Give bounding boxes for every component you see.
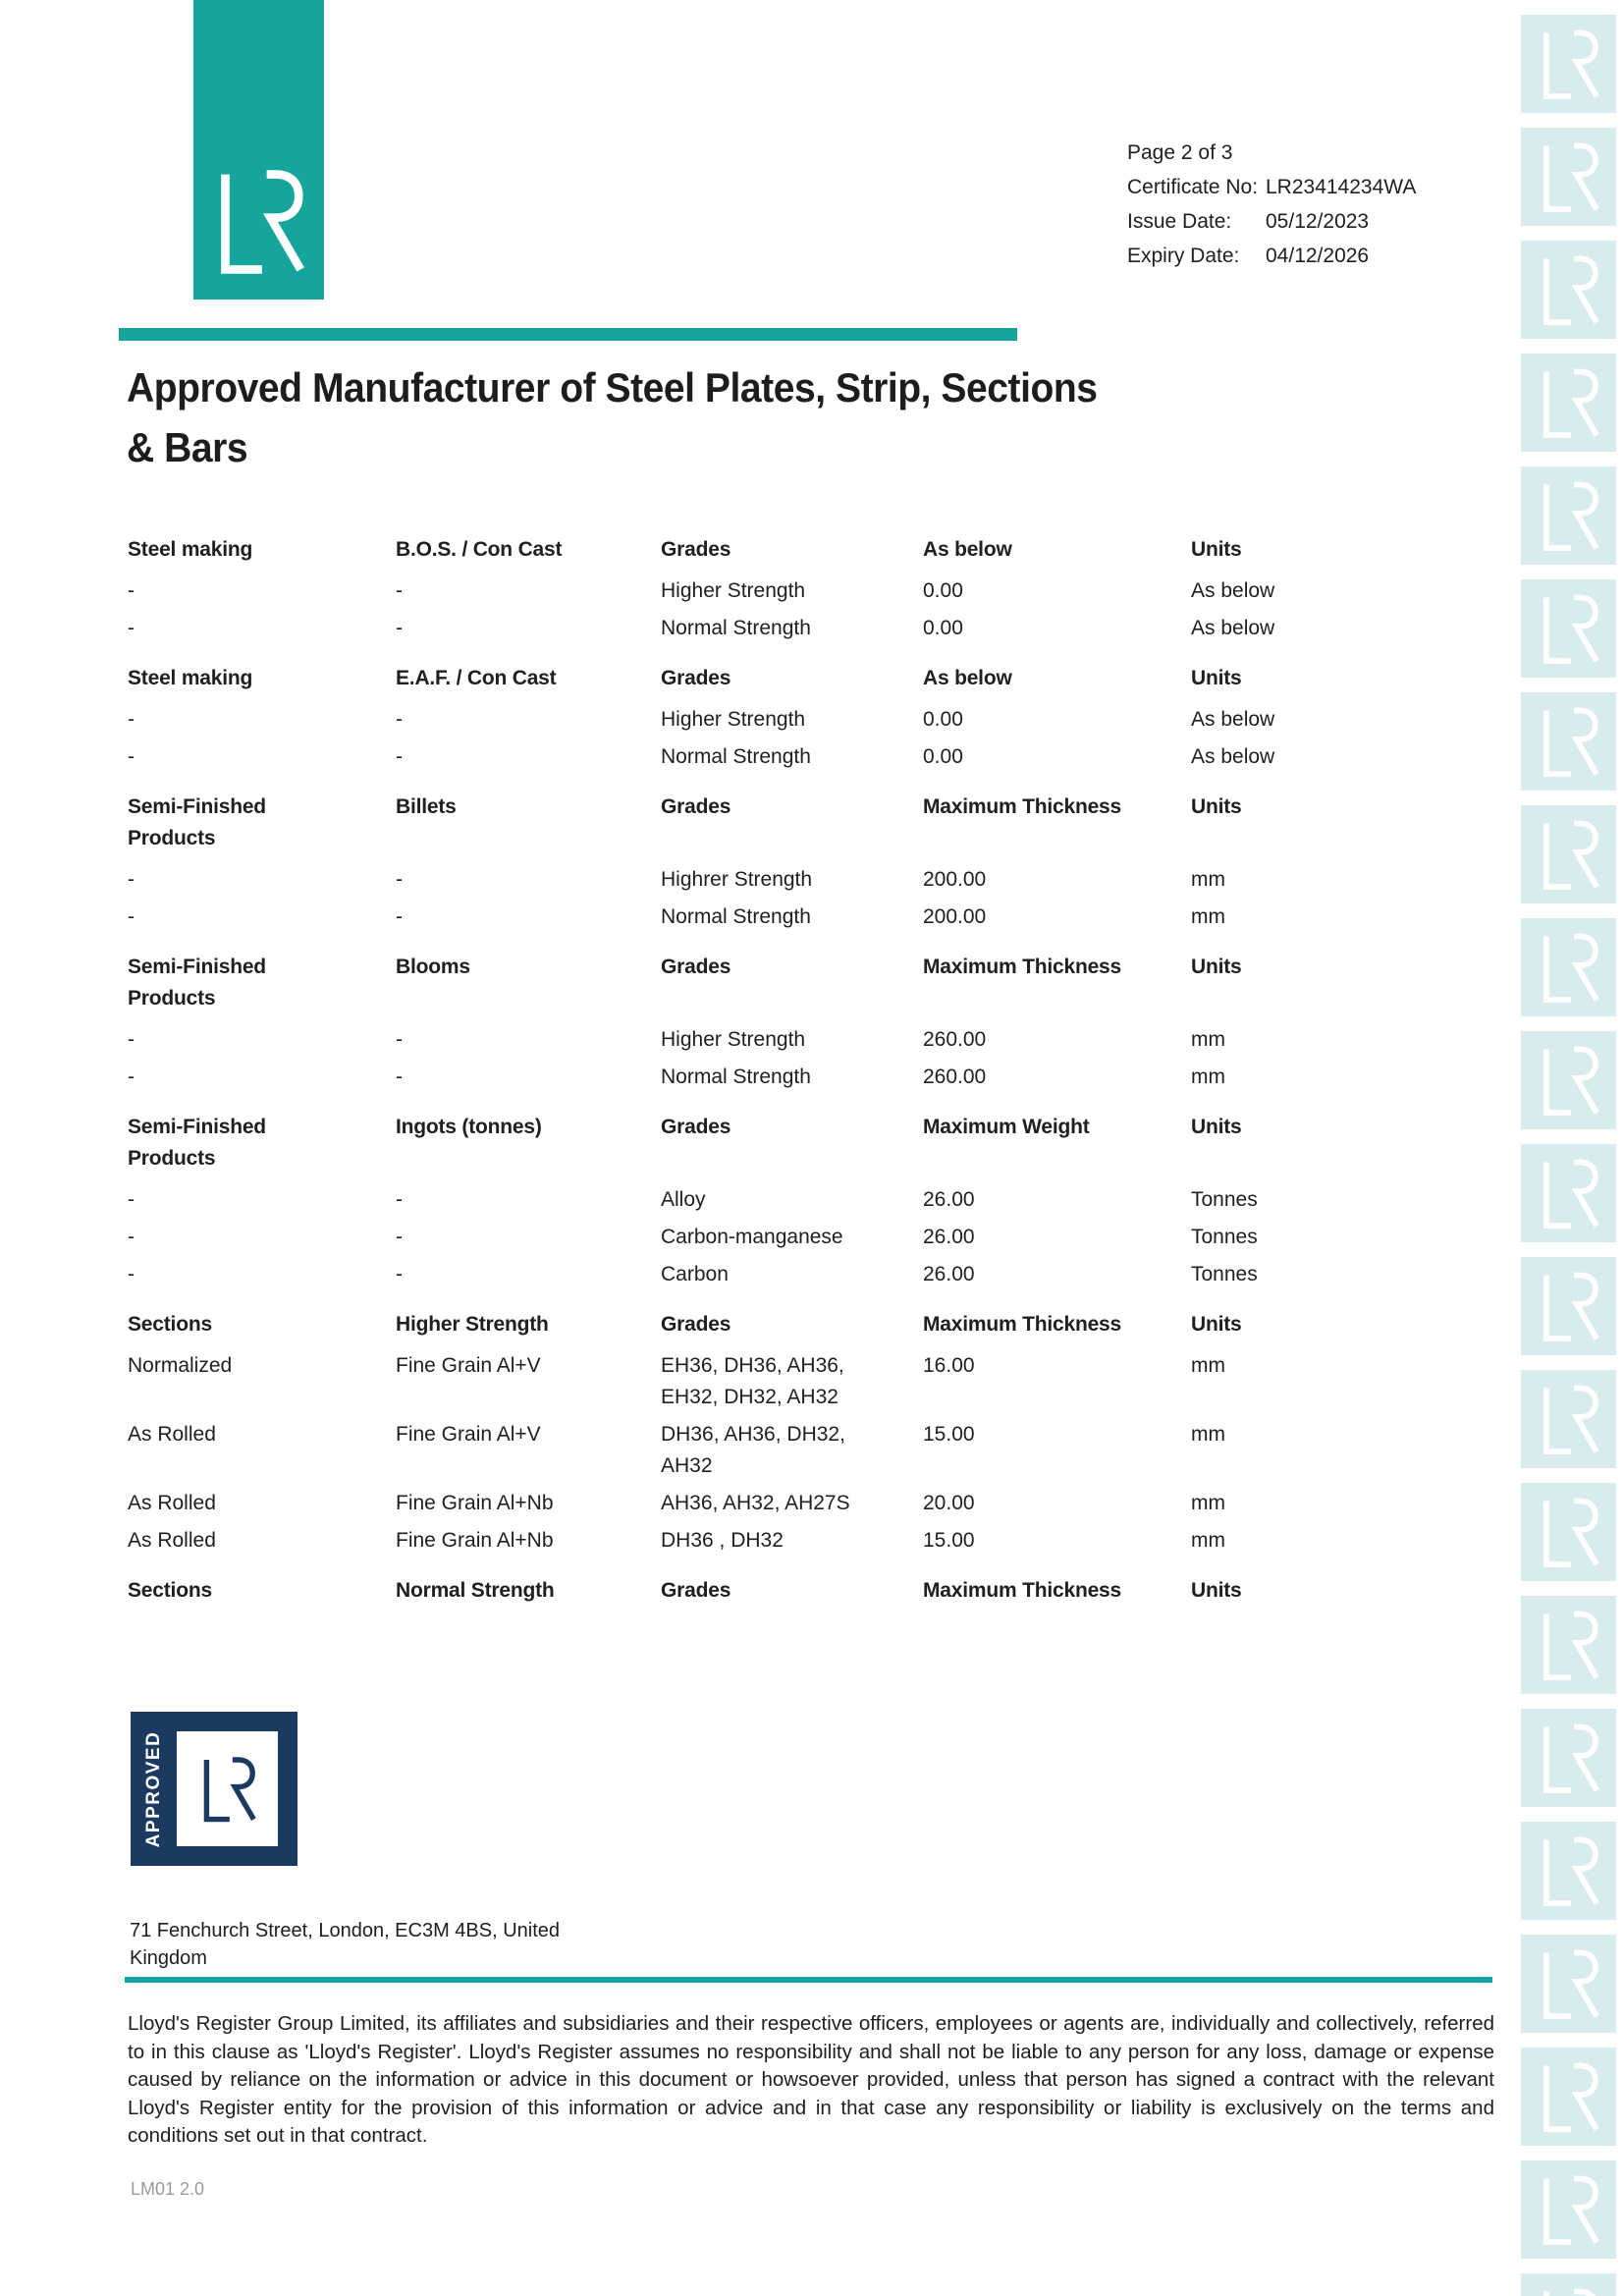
table-cell: Carbon bbox=[661, 1263, 729, 1285]
table-cell: 0.00 bbox=[923, 708, 963, 731]
table-header-row bbox=[128, 534, 1335, 566]
table-row bbox=[128, 741, 1335, 773]
lr-monogram-icon bbox=[1538, 930, 1600, 1006]
column-header: Grades bbox=[661, 1579, 731, 1602]
column-header: Maximum Thickness bbox=[923, 795, 1122, 818]
table-cell: Tonnes bbox=[1191, 1263, 1258, 1285]
address-line1: 71 Fenchurch Street, London, EC3M 4BS, United bbox=[130, 1920, 561, 1941]
table-cell: Normal Strength bbox=[661, 1066, 811, 1088]
lr-watermark-column bbox=[1521, 0, 1616, 2296]
lr-monogram-icon bbox=[1538, 1382, 1600, 1457]
lr-monogram-icon bbox=[1538, 1156, 1600, 1231]
table-cell: - bbox=[396, 617, 403, 639]
table-cell: - bbox=[396, 708, 403, 731]
lr-monogram-icon bbox=[1538, 1495, 1600, 1570]
column-header: Steel making bbox=[128, 667, 253, 689]
page-number: Page 2 of 3 bbox=[1127, 141, 1233, 164]
lr-monogram-icon bbox=[1538, 1269, 1600, 1344]
table-cell: - bbox=[396, 1066, 403, 1088]
lr-monogram-icon bbox=[1538, 2172, 1600, 2248]
header-rule bbox=[119, 328, 1017, 341]
table-header-row bbox=[128, 1575, 1335, 1607]
column-header: Higher Strength bbox=[396, 1313, 549, 1336]
approval-table-section bbox=[128, 952, 1335, 1093]
table-cell: As below bbox=[1191, 745, 1275, 768]
table-cell: 0.00 bbox=[923, 617, 963, 639]
table-cell: As below bbox=[1191, 579, 1275, 602]
lr-monogram-icon bbox=[1538, 1946, 1600, 2022]
table-cell: Fine Grain Al+V bbox=[396, 1423, 541, 1446]
column-header: Semi-Finished Products bbox=[128, 956, 266, 1010]
table-cell: mm bbox=[1191, 1028, 1225, 1051]
lr-monogram-icon bbox=[1538, 1721, 1600, 1796]
approved-badge-label: APPROVED bbox=[143, 1730, 164, 1847]
table-cell: 0.00 bbox=[923, 745, 963, 768]
lr-watermark-tile bbox=[1521, 2048, 1616, 2146]
expiry-date-value: 04/12/2026 bbox=[1266, 245, 1370, 267]
column-header: Blooms bbox=[396, 956, 470, 978]
table-cell: - bbox=[396, 1188, 403, 1211]
table-cell: mm bbox=[1191, 868, 1225, 891]
approval-table-section bbox=[128, 1112, 1335, 1290]
column-header: Units bbox=[1191, 956, 1242, 978]
table-cell: - bbox=[128, 1066, 135, 1088]
table-cell: Carbon-manganese bbox=[661, 1226, 843, 1248]
document-title-line2: & Bars bbox=[127, 424, 248, 470]
table-cell: Normal Strength bbox=[661, 905, 811, 928]
table-cell: - bbox=[128, 868, 135, 891]
column-header: Grades bbox=[661, 1116, 731, 1138]
column-header: Grades bbox=[661, 956, 731, 978]
column-header: Maximum Thickness bbox=[923, 956, 1122, 978]
lr-monogram-icon bbox=[1538, 817, 1600, 893]
issue-date-value: 05/12/2023 bbox=[1266, 210, 1370, 233]
lr-watermark-tile bbox=[1521, 2273, 1616, 2296]
table-cell: 26.00 bbox=[923, 1226, 975, 1248]
table-cell: - bbox=[128, 1226, 135, 1248]
table-cell: - bbox=[396, 745, 403, 768]
table-cell: - bbox=[128, 1263, 135, 1285]
table-cell: - bbox=[128, 708, 135, 731]
table-cell: - bbox=[128, 905, 135, 928]
column-header: Units bbox=[1191, 1579, 1242, 1602]
table-cell: - bbox=[396, 868, 403, 891]
lr-watermark-tile bbox=[1521, 1144, 1616, 1242]
table-header-row bbox=[128, 792, 1335, 854]
column-header: As below bbox=[923, 667, 1012, 689]
column-header: Units bbox=[1191, 1116, 1242, 1138]
table-cell: EH36, DH36, AH36, EH32, DH32, AH32 bbox=[661, 1354, 844, 1408]
table-cell: 15.00 bbox=[923, 1423, 975, 1446]
lr-watermark-tile bbox=[1521, 1822, 1616, 1920]
approved-badge-lr-mark bbox=[177, 1731, 278, 1846]
table-cell: - bbox=[128, 617, 135, 639]
table-row bbox=[128, 1024, 1335, 1056]
issue-date-row bbox=[1127, 204, 1416, 239]
document-title bbox=[127, 357, 1098, 477]
column-header: Grades bbox=[661, 538, 731, 561]
lr-monogram-icon bbox=[1538, 591, 1600, 667]
column-header: Units bbox=[1191, 795, 1242, 818]
column-header: Maximum Thickness bbox=[923, 1313, 1122, 1336]
column-header: As below bbox=[923, 538, 1012, 561]
table-cell: 15.00 bbox=[923, 1529, 975, 1552]
approval-table-section bbox=[128, 663, 1335, 773]
column-header: Units bbox=[1191, 1313, 1242, 1336]
column-header: Grades bbox=[661, 1313, 731, 1336]
table-cell: Highrer Strength bbox=[661, 868, 813, 891]
lr-monogram-icon bbox=[1538, 1043, 1600, 1119]
table-cell: mm bbox=[1191, 1354, 1225, 1377]
table-cell: Normalized bbox=[128, 1354, 233, 1377]
issue-date-label: Issue Date: bbox=[1127, 210, 1232, 233]
expiry-date-row bbox=[1127, 239, 1416, 273]
table-cell: - bbox=[128, 1028, 135, 1051]
lr-watermark-tile bbox=[1521, 1483, 1616, 1581]
table-cell: Fine Grain Al+Nb bbox=[396, 1529, 554, 1552]
table-cell: 0.00 bbox=[923, 579, 963, 602]
table-cell: Higher Strength bbox=[661, 1028, 806, 1051]
table-cell: - bbox=[396, 1226, 403, 1248]
column-header: Units bbox=[1191, 667, 1242, 689]
column-header: Maximum Thickness bbox=[923, 1579, 1122, 1602]
table-row bbox=[128, 704, 1335, 736]
lr-monogram-icon bbox=[1538, 478, 1600, 554]
table-row bbox=[128, 1259, 1335, 1290]
table-header-row bbox=[128, 663, 1335, 694]
certificate-info bbox=[1127, 136, 1416, 273]
lr-watermark-tile bbox=[1521, 354, 1616, 452]
table-row bbox=[128, 613, 1335, 644]
address bbox=[130, 1917, 560, 1972]
table-cell: mm bbox=[1191, 1066, 1225, 1088]
column-header: Semi-Finished Products bbox=[128, 795, 266, 849]
disclaimer-text: Lloyd's Register Group Limited, its affiliates and subsidiaries and their respective officers, employees or agents are, individually and collectively, referred to in this clause as 'Lloyd's Register'. Lloyd's Register assumes no responsibility and shall not be liable to any person for any loss, damage or expense caused by reliance on the information or advice in this document or howsoever provided, unless that person has signed a contract with the relevant Lloyd's Register entity for the provision of this information or advice and in that case any responsibility or liability is exclusively on the terms and conditions set out in that contract. bbox=[128, 2012, 1494, 2147]
table-cell: mm bbox=[1191, 1492, 1225, 1514]
table-cell: 26.00 bbox=[923, 1263, 975, 1285]
lr-watermark-tile bbox=[1521, 241, 1616, 339]
expiry-date-label: Expiry Date: bbox=[1127, 245, 1240, 267]
lr-monogram-icon bbox=[1538, 252, 1600, 328]
approval-table-section bbox=[128, 1309, 1335, 1557]
approval-table-section bbox=[128, 792, 1335, 933]
table-cell: mm bbox=[1191, 1423, 1225, 1446]
lr-watermark-tile bbox=[1521, 1935, 1616, 2033]
table-cell: Tonnes bbox=[1191, 1226, 1258, 1248]
table-cell: 20.00 bbox=[923, 1492, 975, 1514]
table-cell: Higher Strength bbox=[661, 708, 806, 731]
lr-watermark-tile bbox=[1521, 1370, 1616, 1468]
table-cell: - bbox=[396, 1028, 403, 1051]
footer-rule bbox=[125, 1977, 1492, 1983]
lr-watermark-tile bbox=[1521, 1596, 1616, 1694]
table-cell: Fine Grain Al+V bbox=[396, 1354, 541, 1377]
column-header: Ingots (tonnes) bbox=[396, 1116, 542, 1138]
table-row bbox=[128, 1222, 1335, 1253]
table-cell: As below bbox=[1191, 617, 1275, 639]
table-cell: - bbox=[396, 905, 403, 928]
table-cell: mm bbox=[1191, 905, 1225, 928]
table-cell: - bbox=[396, 579, 403, 602]
lr-monogram-icon bbox=[1538, 704, 1600, 780]
table-cell: AH36, AH32, AH27S bbox=[661, 1492, 850, 1514]
column-header: Grades bbox=[661, 667, 731, 689]
lr-watermark-tile bbox=[1521, 692, 1616, 791]
table-row bbox=[128, 1488, 1335, 1519]
lr-watermark-tile bbox=[1521, 466, 1616, 565]
column-header: Sections bbox=[128, 1313, 212, 1336]
lr-monogram-icon bbox=[212, 165, 306, 278]
approval-tables bbox=[128, 534, 1335, 1625]
table-row bbox=[128, 575, 1335, 607]
column-header: Units bbox=[1191, 538, 1242, 561]
address-line2: Kingdom bbox=[130, 1947, 207, 1969]
table-row bbox=[128, 1350, 1335, 1413]
table-cell: - bbox=[128, 1188, 135, 1211]
form-code: LM01 2.0 bbox=[131, 2179, 205, 2199]
lr-monogram-icon bbox=[1538, 365, 1600, 441]
table-cell: 26.00 bbox=[923, 1188, 975, 1211]
table-header-row bbox=[128, 952, 1335, 1014]
column-header: B.O.S. / Con Cast bbox=[396, 538, 563, 561]
certificate-no-value: LR23414234WA bbox=[1266, 176, 1417, 198]
lr-monogram-icon bbox=[1538, 2059, 1600, 2135]
lr-watermark-tile bbox=[1521, 2160, 1616, 2259]
lr-monogram-icon bbox=[1538, 27, 1600, 102]
table-cell: Normal Strength bbox=[661, 617, 811, 639]
table-cell: Alloy bbox=[661, 1188, 706, 1211]
table-row bbox=[128, 902, 1335, 933]
table-cell: Fine Grain Al+Nb bbox=[396, 1492, 554, 1514]
table-row bbox=[128, 1062, 1335, 1093]
column-header: E.A.F. / Con Cast bbox=[396, 667, 557, 689]
table-cell: - bbox=[128, 745, 135, 768]
lr-monogram-icon bbox=[1538, 2285, 1600, 2296]
lr-watermark-tile bbox=[1521, 579, 1616, 678]
lr-watermark-tile bbox=[1521, 1257, 1616, 1355]
lr-monogram-icon bbox=[1538, 1608, 1600, 1683]
table-cell: - bbox=[128, 579, 135, 602]
table-cell: 200.00 bbox=[923, 905, 987, 928]
lr-watermark-tile bbox=[1521, 128, 1616, 226]
table-cell: As Rolled bbox=[128, 1423, 216, 1446]
table-cell: 16.00 bbox=[923, 1354, 975, 1377]
lr-watermark-tile bbox=[1521, 1709, 1616, 1807]
lr-watermark-tile bbox=[1521, 15, 1616, 113]
table-row bbox=[128, 1184, 1335, 1216]
table-cell: 260.00 bbox=[923, 1066, 987, 1088]
table-row bbox=[128, 1419, 1335, 1482]
table-row bbox=[128, 1525, 1335, 1557]
lr-monogram-icon bbox=[1538, 139, 1600, 215]
approval-table-section bbox=[128, 534, 1335, 644]
column-header: Semi-Finished Products bbox=[128, 1116, 266, 1170]
document-title-line1: Approved Manufacturer of Steel Plates, Strip, Sections bbox=[127, 364, 1098, 410]
column-header: Steel making bbox=[128, 538, 253, 561]
lr-watermark-tile bbox=[1521, 1031, 1616, 1129]
table-cell: DH36 , DH32 bbox=[661, 1529, 784, 1552]
column-header: Normal Strength bbox=[396, 1579, 555, 1602]
certificate-number-row bbox=[1127, 170, 1416, 204]
lr-watermark-tile bbox=[1521, 805, 1616, 903]
lloyds-register-logo bbox=[193, 0, 324, 300]
table-cell: As below bbox=[1191, 708, 1275, 731]
table-cell: DH36, AH36, DH32, AH32 bbox=[661, 1423, 845, 1477]
column-header: Maximum Weight bbox=[923, 1116, 1090, 1138]
table-header-row bbox=[128, 1112, 1335, 1175]
column-header: Grades bbox=[661, 795, 731, 818]
table-cell: As Rolled bbox=[128, 1492, 216, 1514]
column-header: Sections bbox=[128, 1579, 212, 1602]
table-row bbox=[128, 864, 1335, 896]
table-cell: As Rolled bbox=[128, 1529, 216, 1552]
table-cell: Higher Strength bbox=[661, 579, 806, 602]
table-cell: - bbox=[396, 1263, 403, 1285]
lr-watermark-tile bbox=[1521, 918, 1616, 1016]
lr-monogram-icon bbox=[198, 1754, 257, 1825]
approval-table-section bbox=[128, 1575, 1335, 1607]
approved-badge bbox=[131, 1712, 298, 1866]
table-cell: Tonnes bbox=[1191, 1188, 1258, 1211]
column-header: Billets bbox=[396, 795, 457, 818]
table-cell: 260.00 bbox=[923, 1028, 987, 1051]
table-cell: Normal Strength bbox=[661, 745, 811, 768]
lr-monogram-icon bbox=[1538, 1833, 1600, 1909]
certificate-no-label: Certificate No: bbox=[1127, 176, 1259, 198]
table-cell: 200.00 bbox=[923, 868, 987, 891]
table-cell: mm bbox=[1191, 1529, 1225, 1552]
table-header-row bbox=[128, 1309, 1335, 1340]
